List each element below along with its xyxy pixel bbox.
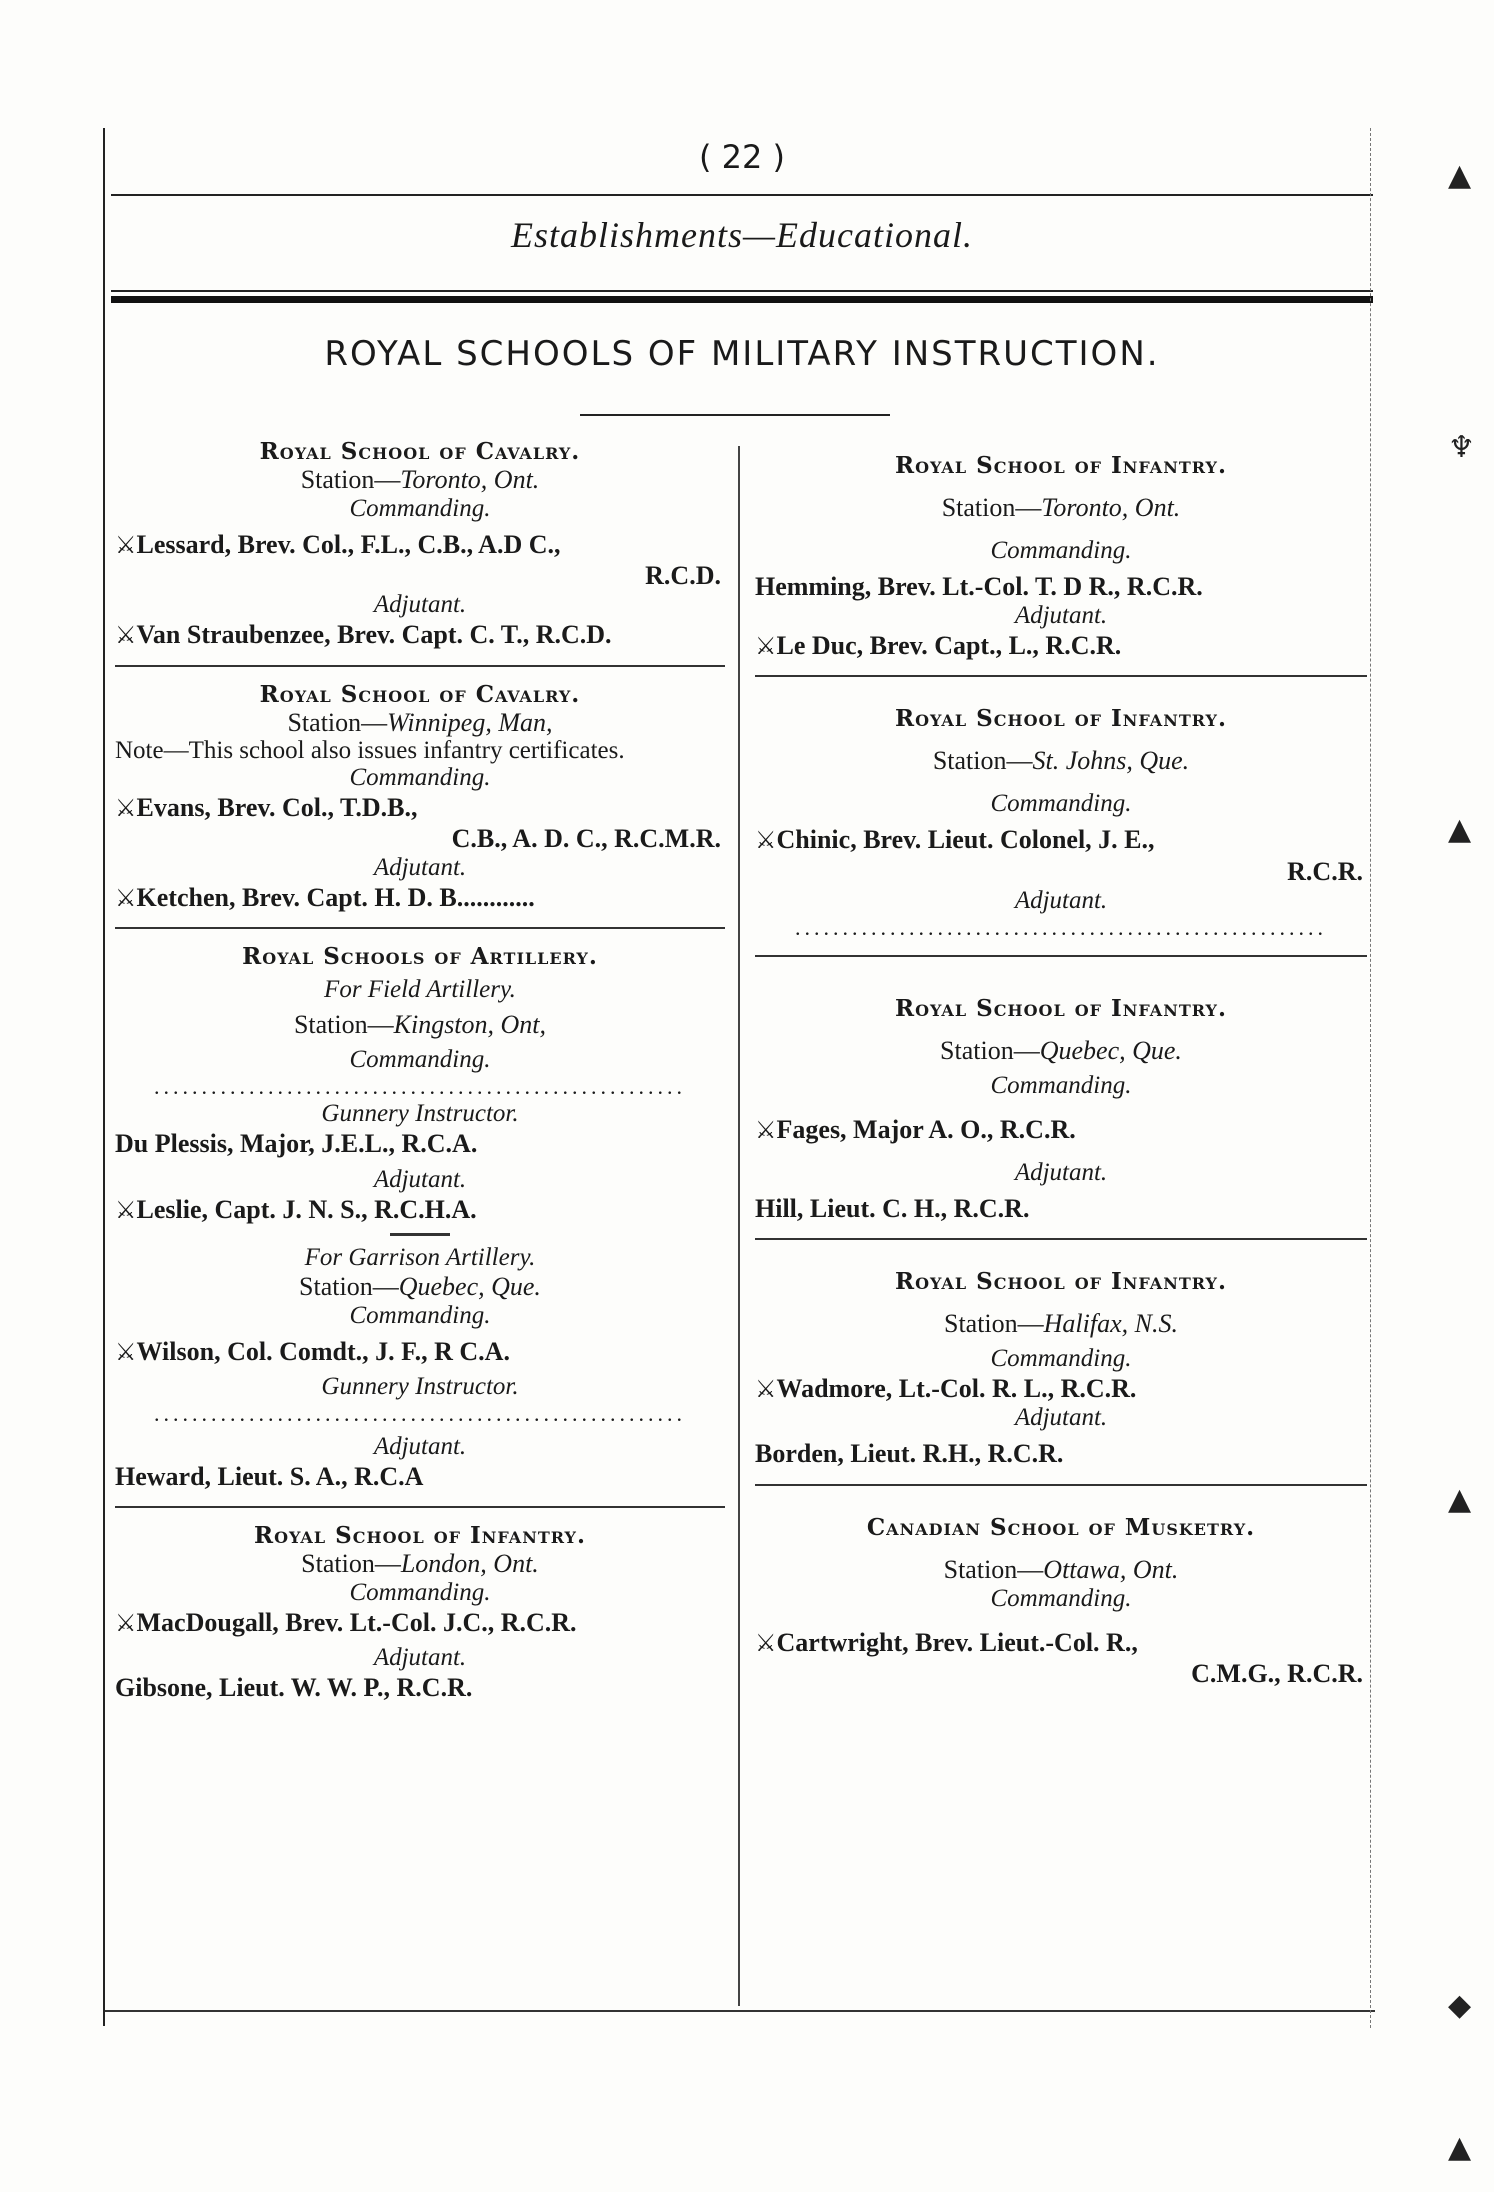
role-heading: Adjutant. (373, 854, 467, 882)
role-heading: Commanding. (349, 763, 491, 791)
role-heading: Commanding. (990, 1584, 1132, 1612)
cavalry-winnipeg (115, 681, 725, 914)
main-title: ROYAL SCHOOLS OF MILITARY INSTRUCTION. (324, 334, 1160, 374)
right-edge-rule (1370, 128, 1371, 2028)
title-rule-thin (111, 290, 1373, 292)
crossed-swords-icon: ⚔ (755, 632, 777, 661)
commanding-officer: ⚔Wadmore, Lt.-Col. R. L., R.C.R. (755, 1374, 1137, 1404)
commanding-officer: ⚔Fages, Major A. O., R.C.R. (755, 1114, 1076, 1144)
infantry-quebec (755, 971, 1367, 1224)
adjutant-officer: ⚔Van Straubenzee, Brev. Capt. C. T., R.C.D. (115, 620, 612, 650)
role-heading: Commanding. (349, 495, 491, 522)
title-rule-thick (111, 296, 1373, 303)
section-rule (115, 665, 725, 667)
dotted-leader: ........................................................ (154, 1074, 686, 1100)
section-heading: Canadian School of Musketry. (866, 1513, 1256, 1541)
section-rule (755, 1238, 1367, 1240)
commanding-officer: ⚔Chinic, Brev. Lieut. Colonel, J. E., R.C.R. (755, 825, 1363, 886)
station-line: Station—Halifax, N.S. (943, 1309, 1178, 1339)
role-heading: Adjutant. (373, 1432, 467, 1460)
crossed-swords-icon: ⚔ (115, 531, 137, 559)
infantry-toronto (755, 438, 1367, 661)
role-heading: Commanding. (990, 537, 1132, 564)
section-rule (755, 1484, 1367, 1486)
crossed-swords-icon: ⚔ (755, 826, 777, 855)
running-title: Establishments—Educational. (511, 215, 973, 255)
page-number: ( 22 ) (698, 138, 786, 176)
adjutant-officer: Borden, Lieut. R.H., R.C.R. (755, 1439, 1064, 1469)
role-heading: Adjutant. (1014, 602, 1108, 630)
section-rule (115, 1506, 725, 1508)
role-heading: Commanding. (990, 1345, 1132, 1373)
role-heading: Adjutant. (373, 591, 467, 619)
section-heading: Royal School of Infantry. (253, 1522, 586, 1550)
column-divider (738, 446, 740, 2006)
sub-heading: For Field Artillery. (324, 976, 516, 1004)
adjutant-officer: Gibsone, Lieut. W. W. P., R.C.R. (115, 1673, 473, 1703)
station-line: Station—Kingston, Ont, (293, 1010, 547, 1040)
crossed-swords-icon: ⚔ (115, 1609, 137, 1638)
role-heading: Adjutant. (373, 1644, 467, 1672)
crossed-swords-icon: ⚔ (755, 1628, 777, 1657)
gunnery-instructor: Du Plessis, Major, J.E.L., R.C.A. (115, 1129, 478, 1159)
crossed-swords-icon: ⚔ (115, 793, 137, 822)
section-heading: Royal School of Infantry. (894, 994, 1227, 1022)
role-heading: Commanding. (990, 1071, 1132, 1099)
header-rule (111, 194, 1373, 196)
section-heading: Royal School of Cavalry. (259, 680, 581, 708)
station-line: Station—Toronto, Ont. (941, 493, 1181, 522)
role-heading: Commanding. (349, 1301, 491, 1329)
edge-mark-icon: ▲ (1448, 158, 1472, 193)
station-line: Station—St. Johns, Que. (932, 746, 1190, 776)
adjutant-officer: ⚔Leslie, Capt. J. N. S., R.C.H.A. (115, 1194, 477, 1224)
left-column (115, 438, 725, 1704)
role-heading: Commanding. (349, 1046, 491, 1074)
section-rule (755, 955, 1367, 957)
commanding-officer: ⚔Wilson, Col. Comdt., J. F., R C.A. (115, 1336, 510, 1366)
adjutant-officer: Hill, Lieut. C. H., R.C.R. (755, 1193, 1030, 1223)
sub-heading: For Garrison Artillery. (304, 1243, 536, 1271)
section-heading: Royal Schools of Artillery. (242, 943, 598, 971)
commanding-officer: ⚔Lessard, Brev. Col., F.L., C.B., A.D C., R.C.D. (115, 530, 721, 591)
infantry-st-johns (755, 691, 1367, 940)
station-line: Station—Winnipeg, Man, (287, 707, 553, 737)
commanding-officer: ⚔Evans, Brev. Col., T.D.B., C.B., A. D. C., R.C.M.R. (115, 792, 721, 853)
infantry-london (115, 1522, 725, 1703)
section-heading: Royal School of Infantry. (894, 1268, 1227, 1296)
role-heading: Adjutant. (1014, 1404, 1108, 1432)
musketry-ottawa (755, 1500, 1367, 1689)
dotted-leader: ........................................................ (154, 1400, 686, 1426)
commanding-officer: ⚔MacDougall, Brev. Lt.-Col. J.C., R.C.R. (115, 1608, 577, 1638)
commanding-officer: ⚔Cartwright, Brev. Lieut.-Col. R., C.M.G., R.C.R. (755, 1627, 1363, 1688)
edge-mark-icon: ▲ (1448, 2130, 1472, 2165)
artillery-schools (115, 943, 725, 1492)
section-heading: Royal School of Infantry. (894, 705, 1227, 733)
station-line: Station—London, Ont. (301, 1549, 539, 1579)
crossed-swords-icon: ⚔ (755, 1375, 777, 1404)
bottom-rule (105, 2010, 1375, 2012)
edge-mark-icon: ▲ (1448, 812, 1472, 847)
station-line: Station—Ottawa, Ont. (943, 1554, 1179, 1584)
adjutant-officer: Heward, Lieut. S. A., R.C.A (115, 1461, 424, 1491)
section-rule (115, 927, 725, 929)
role-heading: Adjutant. (1014, 886, 1108, 914)
note-text: Note—This school also issues infantry certificates. (115, 736, 625, 764)
section-rule (755, 675, 1367, 677)
station-line: Station—Quebec, Que. (299, 1271, 541, 1301)
station-line: Station—Quebec, Que. (940, 1035, 1182, 1065)
dotted-leader: ........................................................ (795, 914, 1327, 940)
crossed-swords-icon: ⚔ (115, 621, 137, 650)
adjutant-officer: ⚔Le Duc, Brev. Capt., L., R.C.R. (755, 631, 1122, 661)
edge-mark-icon: ♆ (1448, 430, 1475, 465)
section-heading: Royal School of Cavalry. (259, 438, 581, 465)
role-heading: Adjutant. (373, 1165, 467, 1193)
section-heading: Royal School of Infantry. (894, 452, 1227, 479)
role-heading: Adjutant. (1014, 1158, 1108, 1186)
crossed-swords-icon: ⚔ (755, 1115, 777, 1144)
role-heading: Commanding. (990, 790, 1132, 818)
role-heading: Gunnery Instructor. (321, 1100, 519, 1128)
crossed-swords-icon: ⚔ (115, 1195, 137, 1224)
commanding-officer: Hemming, Brev. Lt.-Col. T. D R., R.C.R. (755, 572, 1203, 601)
short-rule (390, 1233, 450, 1236)
station-line: Station—Toronto, Ont. (300, 465, 540, 494)
cavalry-toronto (115, 438, 725, 651)
edge-mark-icon: ◆ (1448, 1988, 1472, 2023)
role-heading: Commanding. (349, 1579, 491, 1607)
right-column (755, 438, 1367, 1689)
infantry-halifax (755, 1254, 1367, 1469)
title-underline (580, 414, 890, 416)
crossed-swords-icon: ⚔ (115, 884, 137, 913)
role-heading: Gunnery Instructor. (321, 1372, 519, 1400)
page (103, 128, 1379, 2026)
adjutant-officer: ⚔Ketchen, Brev. Capt. H. D. B............ (115, 883, 535, 913)
edge-mark-icon: ▲ (1448, 1482, 1472, 1517)
crossed-swords-icon: ⚔ (115, 1337, 137, 1366)
